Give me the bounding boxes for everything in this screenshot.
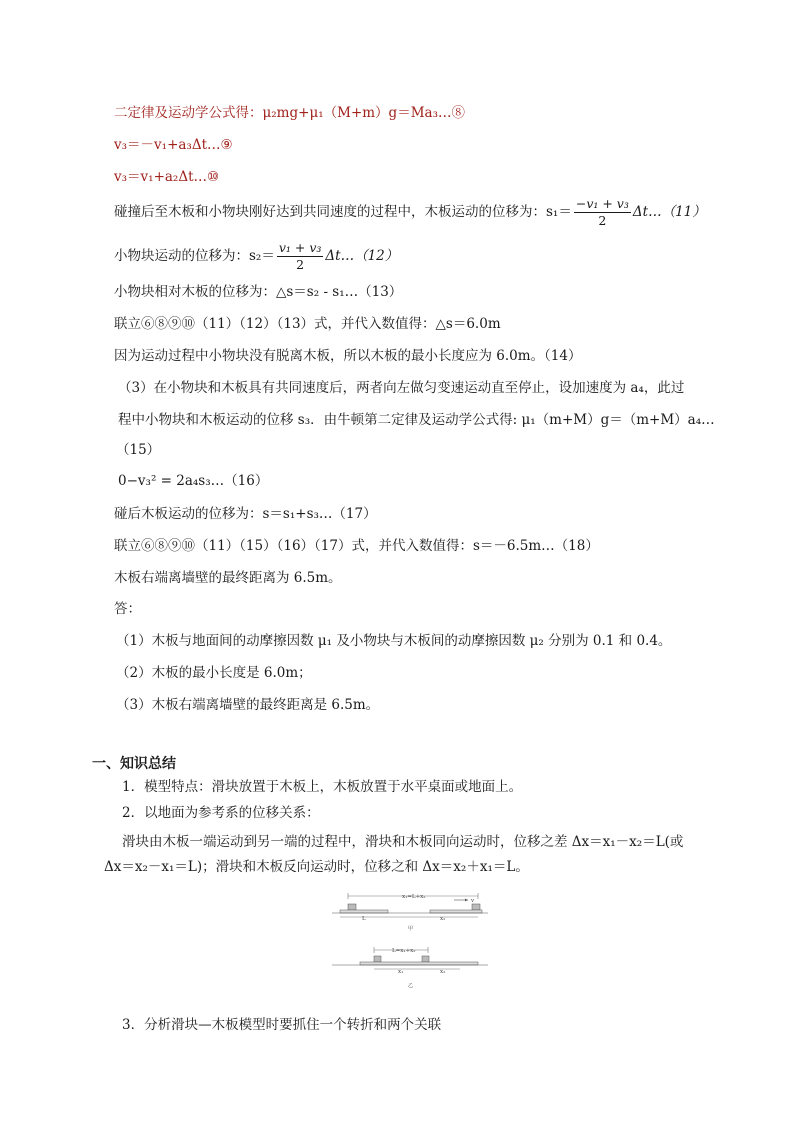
label-L-bottom: L=x₁+x₂: [392, 948, 416, 954]
eq-line-11: 碰撞后至木板和小物块刚好达到共同速度的过程中，木板运动的位移为：s₁＝ $\frac{\text{−v₁ + v₃}}{2}$ Δt…（11）: [114, 196, 706, 228]
eq-line-17: 碰后木板运动的位移为：s＝s₁+s₃…（17）: [114, 506, 377, 522]
eq-line-10: v₃＝v₁+a₂Δt…⑩: [114, 169, 220, 185]
fraction-s1: $\frac{\text{−v₁ + v₃}}{2}$: [575, 196, 629, 228]
label-x2-bottom: x₂: [440, 969, 446, 975]
caption-jia: 甲: [408, 926, 414, 932]
summary-point-2-line1: 滑块由木板一端运动到另一端的过程中，滑块和木板同向运动时，位移之差 Δx＝x₁－x₂＝L(或: [122, 834, 684, 850]
slider-board-diagram: [330, 888, 490, 1000]
label-x1-top: x₁=L+x₂: [402, 894, 426, 900]
fraction-s2: $\frac{\text{v₁ + v₃}}{2}$: [278, 240, 322, 272]
part3-line3: （15）: [116, 442, 161, 458]
block-start-icon: [348, 904, 356, 910]
block-bottom-b-icon: [422, 956, 429, 962]
result-delta-s: 联立⑥⑧⑨⑩（11）（12）（13）式，并代入数值得：△s＝6.0m: [114, 316, 501, 332]
label-x2-top: x₂: [440, 916, 446, 922]
result-s: 联立⑥⑧⑨⑩（11）（15）（16）（17）式，并代入数值得：s＝－6.5m…（18）: [114, 538, 599, 554]
eq-line-12: 小物块运动的位移为：s₂＝ $\frac{\text{v₁ + v₃}}{2}$ Δt…（12）: [114, 240, 399, 272]
board-start-icon: [340, 910, 388, 913]
summary-point-1: 1．模型特点：滑块放置于木板上，木板放置于水平桌面或地面上。: [122, 779, 523, 795]
arrow-right-icon: [465, 899, 468, 902]
eq-line-8: 二定律及运动学公式得：μ₂mg+μ₁（M+m）g＝Ma₃…⑧: [114, 105, 465, 121]
part3-line1: （3）在小物块和木板具有共同速度后，两者向左做匀变速运动直至停止，设加速度为 a₄，此过: [118, 380, 685, 396]
label-x1-bottom: x₁: [398, 969, 404, 975]
diagram-yi: [332, 947, 488, 989]
block-bottom-a-icon: [374, 956, 381, 962]
eq-line-9: v₃＝－v₁+a₃Δt…⑨: [114, 137, 233, 153]
answer-heading: 答：: [114, 601, 141, 617]
summary-point-2-line2: Δx＝x₂－x₁＝L)；滑块和木板反向运动时，位移之和 Δx＝x₂＋x₁＝L。: [104, 859, 529, 875]
final-distance-line: 木板右端离墙壁的最终距离为 6.5m。: [114, 570, 342, 586]
summary-point-3: 3．分析滑块—木板模型时要抓住一个转折和两个关联: [122, 1017, 442, 1033]
eq-line-16: 0−v₃² = 2a₄s₃…（16）: [118, 473, 269, 489]
block-end-icon: [472, 904, 480, 910]
section-heading: 一、知识总结: [92, 756, 176, 772]
part3-line2: 程中小物块和木板运动的位移 s₃．由牛顿第二定律及运动学公式得: μ₁（m+M）g＝（m+M）a₄…: [118, 412, 715, 428]
diagram-jia: [332, 893, 488, 932]
answer-3: （3）木板右端离墙壁的最终距离是 6.5m。: [116, 697, 380, 713]
label-L-top: L: [362, 916, 366, 922]
min-length-line: 因为运动过程中小物块没有脱离木板，所以木板的最小长度应为 6.0m。（14）: [114, 348, 582, 364]
label-v: v: [471, 898, 475, 904]
answer-1: （1）木板与地面间的动摩擦因数 μ₁ 及小物块与木板间的动摩擦因数 μ₂ 分别为 0.1 和 0.4。: [116, 633, 672, 649]
answer-2: （2）木板的最小长度是 6.0m；: [116, 665, 312, 681]
summary-point-2: 2．以地面为参考系的位移关系：: [122, 805, 320, 821]
board-bottom-icon: [360, 962, 478, 965]
caption-yi: 乙: [408, 983, 414, 989]
board-end-icon: [430, 910, 482, 913]
eq-line-13: 小物块相对木板的位移为：△s＝s₂ - s₁…（13）: [114, 284, 403, 300]
